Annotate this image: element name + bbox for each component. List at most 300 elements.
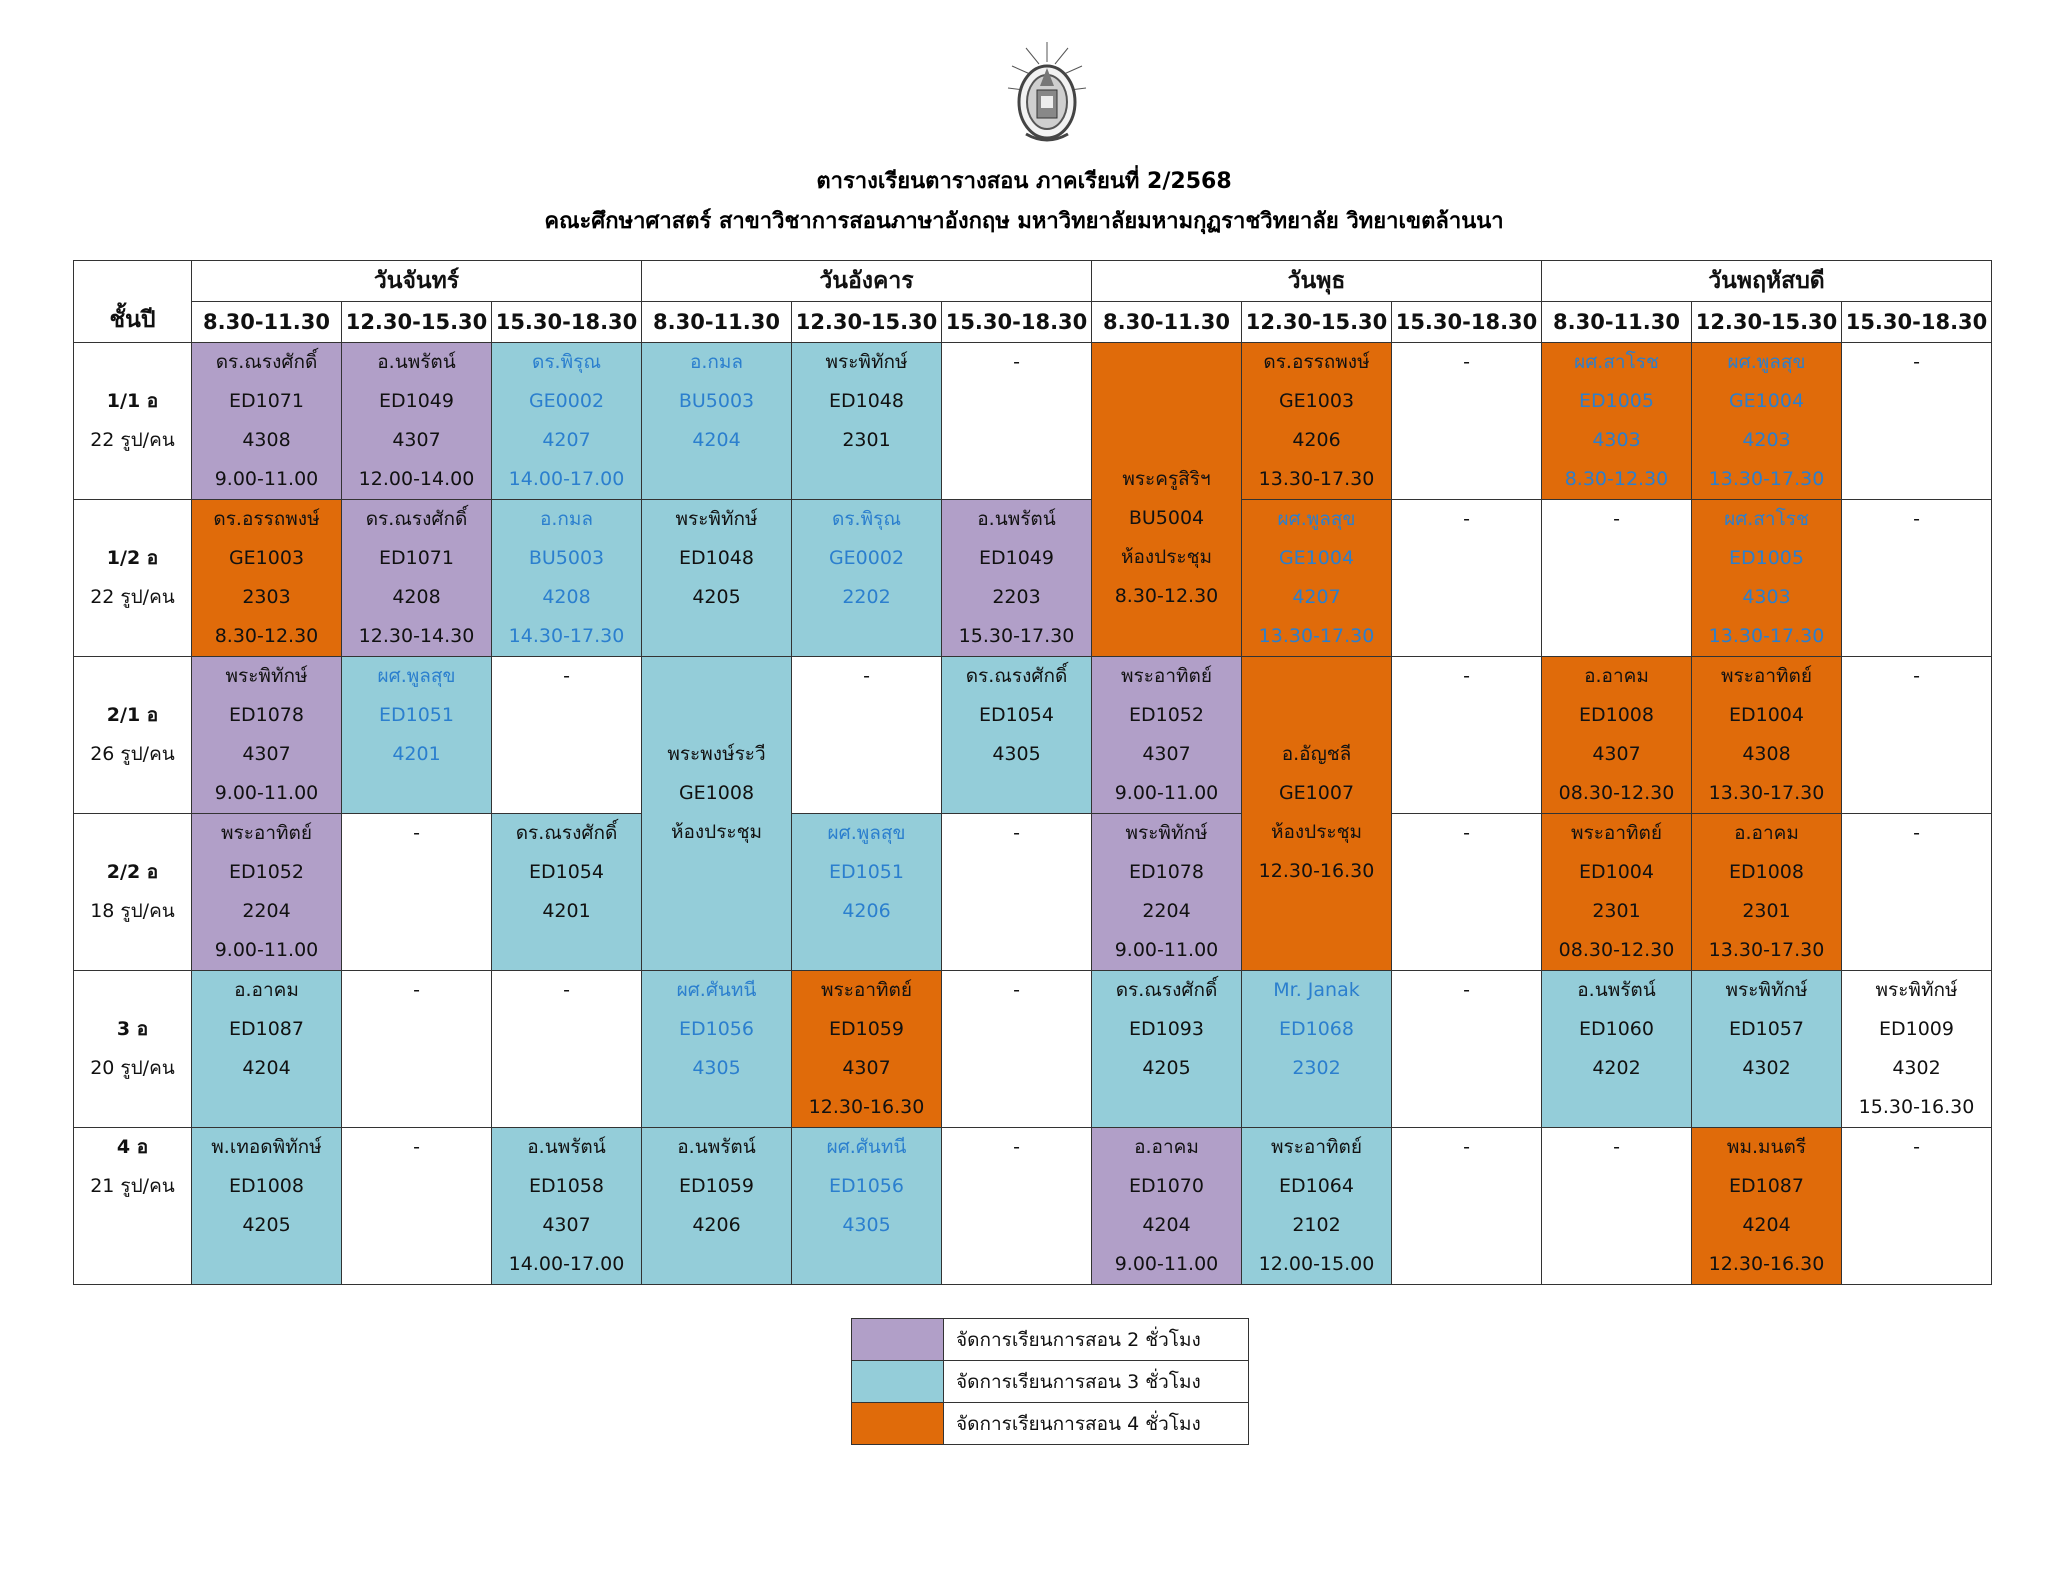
room: 4208 <box>392 586 441 608</box>
year-label: 3 อ <box>116 1018 149 1040</box>
instructor: Mr. Janak <box>1273 979 1360 1001</box>
course-code: ED1051 <box>379 704 454 726</box>
empty-dash: - <box>1913 822 1920 844</box>
empty-cell <box>942 971 1092 1128</box>
class-cell <box>1242 1128 1392 1285</box>
room: 4302 <box>1892 1057 1941 1079</box>
day-header-thursday: วันพฤหัสบดี <box>1542 261 1992 302</box>
empty-dash: - <box>1913 665 1920 687</box>
instructor: ผศ.สาโรช <box>1724 508 1809 530</box>
slot-header: 12.30-15.30 <box>792 302 942 343</box>
empty-cell <box>1842 1128 1992 1285</box>
class-cell <box>492 1128 642 1285</box>
university-seal-logo <box>1006 38 1088 150</box>
empty-cell <box>942 1128 1092 1285</box>
course-code: ED1052 <box>1129 704 1204 726</box>
empty-cell <box>342 1128 492 1285</box>
slot-header: 15.30-18.30 <box>1842 302 1992 343</box>
empty-cell <box>1392 500 1542 657</box>
year-label: 2/1 อ <box>106 704 159 726</box>
year-cell <box>74 500 192 657</box>
empty-dash: - <box>1613 508 1620 530</box>
class-cell <box>1542 343 1692 500</box>
course-code: ED1054 <box>529 861 604 883</box>
class-time: 8.30-12.30 <box>1564 468 1669 490</box>
class-time: 15.30-17.30 <box>958 625 1075 647</box>
table-row <box>74 1128 1992 1285</box>
empty-cell <box>1842 814 1992 971</box>
class-time: 9.00-11.00 <box>214 939 319 961</box>
class-cell <box>792 343 942 500</box>
class-cell <box>192 814 342 971</box>
legend-label: จัดการเรียนการสอน 2 ชั่วโมง <box>944 1319 1249 1361</box>
class-cell <box>492 500 642 657</box>
slot-header: 12.30-15.30 <box>342 302 492 343</box>
class-time: 13.30-17.30 <box>1708 625 1825 647</box>
class-cell <box>192 500 342 657</box>
class-time: 13.30-17.30 <box>1258 468 1375 490</box>
student-count: 20 รูป/คน <box>90 1057 175 1079</box>
instructor: ผศ.พูลสุข <box>1277 508 1356 530</box>
class-cell <box>792 1128 942 1285</box>
empty-cell <box>1392 1128 1542 1285</box>
room: 2302 <box>1292 1057 1341 1079</box>
instructor: ผศ.สาโรช <box>1574 351 1659 373</box>
class-time: 9.00-11.00 <box>1114 782 1219 804</box>
instructor: พระพิทักษ์ <box>1875 979 1958 1001</box>
room: 4206 <box>692 1214 741 1236</box>
class-cell <box>1092 814 1242 971</box>
room: 4302 <box>1742 1057 1791 1079</box>
year-cell <box>74 657 192 814</box>
instructor: พระพิทักษ์ <box>1125 822 1208 844</box>
empty-dash: - <box>563 665 570 687</box>
class-cell <box>642 343 792 500</box>
course-code: ED1078 <box>1129 861 1204 883</box>
empty-cell <box>942 814 1092 971</box>
legend-row <box>852 1403 1249 1445</box>
room: 4307 <box>392 429 441 451</box>
color-legend <box>851 1318 1249 1445</box>
room: 4204 <box>242 1057 291 1079</box>
day-header-tuesday: วันอังคาร <box>642 261 1092 302</box>
class-time: 12.30-16.30 <box>1258 860 1375 882</box>
instructor: ดร.ณรงศักดิ์ <box>215 351 318 373</box>
instructor: พระพิทักษ์ <box>1725 979 1808 1001</box>
instructor: ผศ.พูลสุข <box>1727 351 1806 373</box>
course-code: ED1048 <box>829 390 904 412</box>
schedule-table <box>73 260 1992 1285</box>
class-cell <box>642 971 792 1128</box>
class-cell <box>192 1128 342 1285</box>
instructor: อ.นพรัตน์ <box>1577 979 1656 1001</box>
course-code: ED1056 <box>679 1018 754 1040</box>
empty-dash: - <box>1613 1136 1620 1158</box>
instructor: อ.นพรัตน์ <box>677 1136 756 1158</box>
room: 4305 <box>992 743 1041 765</box>
class-time: 14.00-17.00 <box>508 468 625 490</box>
instructor: พระอาทิตย์ <box>820 979 912 1001</box>
faculty-subtitle: คณะศึกษาศาสตร์ สาขาวิชาการสอนภาษาอังกฤษ มหาวิทยาลัยมหามกุฏราชวิทยาลัย วิทยาเขตล้านนา <box>544 209 1504 234</box>
course-code: ED1005 <box>1729 547 1804 569</box>
class-cell <box>642 1128 792 1285</box>
course-code: ED1004 <box>1579 861 1654 883</box>
class-time: 13.30-17.30 <box>1708 782 1825 804</box>
room: 4206 <box>1292 429 1341 451</box>
class-cell <box>792 814 942 971</box>
room: 2301 <box>1742 900 1791 922</box>
room: 4307 <box>1142 743 1191 765</box>
slot-header: 8.30-11.30 <box>192 302 342 343</box>
empty-dash: - <box>1463 351 1470 373</box>
class-time: 12.00-14.00 <box>358 468 475 490</box>
course-code: ED1059 <box>679 1175 754 1197</box>
class-cell <box>342 500 492 657</box>
class-cell <box>1842 971 1992 1128</box>
course-code: ED1048 <box>679 547 754 569</box>
empty-dash: - <box>1463 665 1470 687</box>
instructor: อ.อาคม <box>1134 1136 1199 1158</box>
legend-label: จัดการเรียนการสอน 3 ชั่วโมง <box>944 1361 1249 1403</box>
room: 4308 <box>1742 743 1791 765</box>
student-count: 22 รูป/คน <box>90 586 175 608</box>
slot-header: 15.30-18.30 <box>492 302 642 343</box>
course-code: ED1051 <box>829 861 904 883</box>
room: 2204 <box>242 900 291 922</box>
instructor: อ.อาคม <box>1584 665 1649 687</box>
empty-cell <box>942 343 1092 500</box>
legend-label: จัดการเรียนการสอน 4 ชั่วโมง <box>944 1403 1249 1445</box>
class-cell <box>1242 971 1392 1128</box>
instructor: พระพิทักษ์ <box>825 351 908 373</box>
room: 4307 <box>1592 743 1641 765</box>
course-code: ED1008 <box>229 1175 304 1197</box>
empty-cell <box>1392 814 1542 971</box>
room: 2203 <box>992 586 1041 608</box>
instructor: อ.นพรัตน์ <box>377 351 456 373</box>
slot-header: 8.30-11.30 <box>1092 302 1242 343</box>
empty-dash: - <box>1463 979 1470 1001</box>
class-cell <box>1542 971 1692 1128</box>
class-time: 15.30-16.30 <box>1858 1096 1975 1118</box>
instructor: อ.นพรัตน์ <box>977 508 1056 530</box>
empty-cell <box>1842 500 1992 657</box>
class-cell <box>1692 814 1842 971</box>
student-count: 21 รูป/คน <box>90 1175 175 1197</box>
instructor: พระอาทิตย์ <box>220 822 312 844</box>
legend-swatch-2-hours <box>852 1319 944 1361</box>
course-code: ED1049 <box>379 390 454 412</box>
empty-dash: - <box>413 822 420 844</box>
room: 2102 <box>1292 1214 1341 1236</box>
course-code: ED1060 <box>1579 1018 1654 1040</box>
course-code: ED1057 <box>1729 1018 1804 1040</box>
year-label: 2/2 อ <box>106 861 159 883</box>
course-code: ED1087 <box>229 1018 304 1040</box>
table-row <box>74 814 1992 971</box>
class-time: 9.00-11.00 <box>214 468 319 490</box>
room: 4303 <box>1742 586 1791 608</box>
slot-header: 12.30-15.30 <box>1692 302 1842 343</box>
class-cell <box>192 971 342 1128</box>
empty-dash: - <box>863 665 870 687</box>
instructor: อ.อาคม <box>234 979 299 1001</box>
course-code: ED1009 <box>1879 1018 1954 1040</box>
class-time: 08.30-12.30 <box>1558 782 1675 804</box>
class-time: 8.30-12.30 <box>214 625 319 647</box>
room: 4205 <box>242 1214 291 1236</box>
student-count: 18 รูป/คน <box>90 900 175 922</box>
instructor: อ.กมล <box>539 508 594 530</box>
day-header-monday: วันจันทร์ <box>192 261 642 302</box>
course-code: ED1008 <box>1729 861 1804 883</box>
room: 4208 <box>542 586 591 608</box>
instructor: พระอาทิตย์ <box>1270 1136 1362 1158</box>
instructor: พระอาทิตย์ <box>1720 665 1812 687</box>
empty-cell <box>1842 657 1992 814</box>
instructor: พระอาทิตย์ <box>1120 665 1212 687</box>
class-cell <box>1092 1128 1242 1285</box>
instructor: พระพิทักษ์ <box>225 665 308 687</box>
instructor: อ.กมล <box>689 351 744 373</box>
class-cell <box>1242 500 1392 657</box>
class-cell <box>792 971 942 1128</box>
empty-dash: - <box>1463 508 1470 530</box>
room: 4206 <box>842 900 891 922</box>
course-code: ED1054 <box>979 704 1054 726</box>
day-header-wednesday: วันพุธ <box>1092 261 1542 302</box>
class-cell <box>642 657 792 971</box>
course-code: GE1003 <box>228 547 305 569</box>
course-code: ED1087 <box>1729 1175 1804 1197</box>
room: 2303 <box>242 586 291 608</box>
empty-dash: - <box>1013 351 1020 373</box>
slot-header: 8.30-11.30 <box>642 302 792 343</box>
course-code: GE1004 <box>1278 547 1355 569</box>
course-code: GE1004 <box>1728 390 1805 412</box>
room: 4205 <box>1142 1057 1191 1079</box>
class-time: 14.00-17.00 <box>508 1253 625 1275</box>
room: 4305 <box>692 1057 741 1079</box>
empty-dash: - <box>1013 1136 1020 1158</box>
class-cell <box>1542 657 1692 814</box>
instructor: พม.มนตรี <box>1726 1136 1807 1158</box>
class-cell <box>1692 657 1842 814</box>
empty-dash: - <box>1913 1136 1920 1158</box>
class-time: 9.00-11.00 <box>1114 939 1219 961</box>
course-code: GE0002 <box>828 547 905 569</box>
year-label: 1/2 อ <box>106 547 159 569</box>
course-code: BU5004 <box>1128 507 1205 529</box>
room: 2301 <box>842 429 891 451</box>
table-row <box>74 971 1992 1128</box>
schedule-title: ตารางเรียนตารางสอน ภาคเรียนที่ 2/2568 <box>816 169 1232 194</box>
empty-dash: - <box>563 979 570 1001</box>
instructor: อ.นพรัตน์ <box>527 1136 606 1158</box>
instructor: ผศ.พูลสุข <box>377 665 456 687</box>
course-code: GE0002 <box>528 390 605 412</box>
class-time: 9.00-11.00 <box>1114 1253 1219 1275</box>
room: 4204 <box>1142 1214 1191 1236</box>
empty-cell <box>342 971 492 1128</box>
slot-header: 8.30-11.30 <box>1542 302 1692 343</box>
empty-cell <box>492 971 642 1128</box>
empty-cell <box>1392 657 1542 814</box>
empty-dash: - <box>1913 351 1920 373</box>
empty-cell <box>1392 971 1542 1128</box>
room: 2301 <box>1592 900 1641 922</box>
class-time: 13.30-17.30 <box>1708 468 1825 490</box>
instructor: ดร.ณรงศักดิ์ <box>1115 979 1218 1001</box>
table-row <box>74 343 1992 500</box>
legend-swatch-3-hours <box>852 1361 944 1403</box>
room: 4204 <box>1742 1214 1791 1236</box>
year-label: 4 อ <box>116 1136 149 1158</box>
course-code: ED1052 <box>229 861 304 883</box>
room: 4201 <box>542 900 591 922</box>
class-cell <box>192 343 342 500</box>
class-cell <box>942 500 1092 657</box>
class-cell <box>1242 657 1392 971</box>
class-time: 12.30-14.30 <box>358 625 475 647</box>
instructor: ดร.พิรุณ <box>832 508 901 530</box>
instructor: ผศ.พูลสุข <box>827 822 906 844</box>
room: 2204 <box>1142 900 1191 922</box>
class-time: 14.30-17.30 <box>508 625 625 647</box>
class-time: 13.30-17.30 <box>1708 939 1825 961</box>
course-code: ED1071 <box>379 547 454 569</box>
course-code: BU5003 <box>528 547 605 569</box>
room: 4203 <box>1742 429 1791 451</box>
class-cell <box>492 814 642 971</box>
year-cell <box>74 971 192 1128</box>
course-code: ED1070 <box>1129 1175 1204 1197</box>
class-time: 12.00-15.00 <box>1258 1253 1375 1275</box>
year-cell <box>74 343 192 500</box>
empty-cell <box>792 657 942 814</box>
instructor: พ.เทอดพิทักษ์ <box>211 1136 322 1158</box>
legend-swatch-4-hours <box>852 1403 944 1445</box>
class-time: 8.30-12.30 <box>1114 585 1219 607</box>
room: 4308 <box>242 429 291 451</box>
course-code: ED1059 <box>829 1018 904 1040</box>
room: 4303 <box>1592 429 1641 451</box>
room: 4307 <box>542 1214 591 1236</box>
room: 4307 <box>842 1057 891 1079</box>
room: 4207 <box>542 429 591 451</box>
legend-row <box>852 1361 1249 1403</box>
class-cell <box>192 657 342 814</box>
student-count: 22 รูป/คน <box>90 429 175 451</box>
instructor: ดร.ณรงศักดิ์ <box>965 665 1068 687</box>
instructor: ดร.อรรถพงษ์ <box>213 508 320 530</box>
course-code: GE1003 <box>1278 390 1355 412</box>
empty-dash: - <box>1013 822 1020 844</box>
empty-cell <box>342 814 492 971</box>
course-code: ED1056 <box>829 1175 904 1197</box>
empty-cell <box>1542 1128 1692 1285</box>
instructor: พระพิทักษ์ <box>675 508 758 530</box>
table-row <box>74 657 1992 814</box>
slot-header: 15.30-18.30 <box>942 302 1092 343</box>
slot-header: 12.30-15.30 <box>1242 302 1392 343</box>
instructor: พระครูสิริฯ <box>1122 468 1211 490</box>
class-cell <box>1692 971 1842 1128</box>
instructor: พระพงษ์ระวี <box>667 743 766 765</box>
class-cell <box>792 500 942 657</box>
student-count: 26 รูป/คน <box>90 743 175 765</box>
class-cell <box>1092 657 1242 814</box>
instructor: อ.อาคม <box>1734 822 1799 844</box>
class-time: 08.30-12.30 <box>1558 939 1675 961</box>
year-cell <box>74 1128 192 1285</box>
room: 4205 <box>692 586 741 608</box>
empty-dash: - <box>1463 1136 1470 1158</box>
year-column-header: ชั้นปี <box>74 261 192 343</box>
instructor: ผศ.ศันทนี <box>826 1136 907 1158</box>
course-code: BU5003 <box>678 390 755 412</box>
empty-cell <box>492 657 642 814</box>
empty-cell <box>1842 343 1992 500</box>
class-cell <box>1542 814 1692 971</box>
course-code: ED1078 <box>229 704 304 726</box>
course-code: ED1049 <box>979 547 1054 569</box>
class-time: 12.30-16.30 <box>808 1096 925 1118</box>
class-time: 13.30-17.30 <box>1258 625 1375 647</box>
course-code: ED1071 <box>229 390 304 412</box>
class-cell <box>1692 1128 1842 1285</box>
instructor: ดร.พิรุณ <box>532 351 601 373</box>
instructor: ดร.ณรงศักดิ์ <box>515 822 618 844</box>
course-code: ED1064 <box>1279 1175 1354 1197</box>
slot-header: 15.30-18.30 <box>1392 302 1542 343</box>
instructor: ดร.อรรถพงษ์ <box>1263 351 1370 373</box>
room: 4202 <box>1592 1057 1641 1079</box>
room: ห้องประชุม <box>1120 546 1213 568</box>
instructor: ดร.ณรงศักดิ์ <box>365 508 468 530</box>
class-cell <box>1692 500 1842 657</box>
room: ห้องประชุม <box>670 821 763 843</box>
course-code: ED1005 <box>1579 390 1654 412</box>
course-code: ED1058 <box>529 1175 604 1197</box>
legend-row <box>852 1319 1249 1361</box>
class-cell <box>1092 971 1242 1128</box>
room: 4305 <box>842 1214 891 1236</box>
room: 4204 <box>692 429 741 451</box>
room: 4307 <box>242 743 291 765</box>
room: 2202 <box>842 586 891 608</box>
empty-dash: - <box>1913 508 1920 530</box>
class-cell <box>942 657 1092 814</box>
class-cell <box>342 343 492 500</box>
class-time: 12.30-16.30 <box>1708 1253 1825 1275</box>
class-cell <box>1242 343 1392 500</box>
course-code: GE1007 <box>1278 782 1355 804</box>
class-cell <box>1692 343 1842 500</box>
course-code: GE1008 <box>678 782 755 804</box>
empty-cell <box>1542 500 1692 657</box>
room: 4207 <box>1292 586 1341 608</box>
year-cell <box>74 814 192 971</box>
course-code: ED1004 <box>1729 704 1804 726</box>
instructor: ผศ.ศันทนี <box>676 979 757 1001</box>
empty-dash: - <box>413 979 420 1001</box>
class-cell <box>342 657 492 814</box>
empty-dash: - <box>1463 822 1470 844</box>
course-code: ED1068 <box>1279 1018 1354 1040</box>
course-code: ED1093 <box>1129 1018 1204 1040</box>
table-row <box>74 500 1992 657</box>
